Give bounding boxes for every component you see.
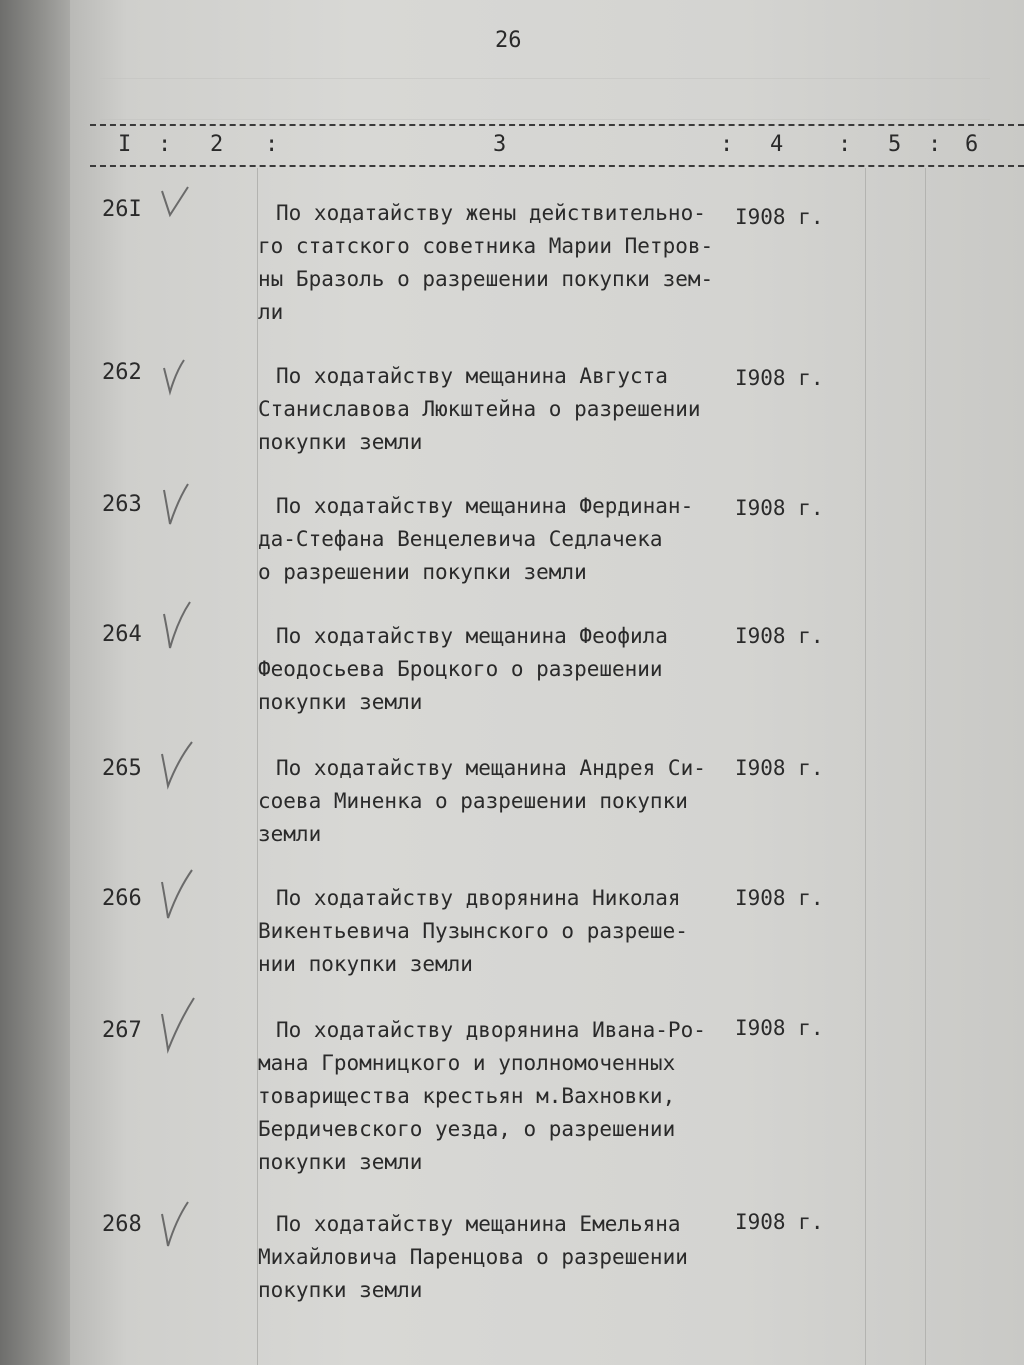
entry-number: 267: [102, 1018, 142, 1043]
entry-number: 262: [102, 360, 142, 385]
entry-line: да-Стефана Венцелевича Седлачека: [258, 527, 663, 551]
checkmark-icon: [158, 740, 198, 792]
entry-number: 263: [102, 492, 142, 517]
entry-description: [258, 752, 738, 851]
entry-number: 264: [102, 622, 142, 647]
entry-line: По ходатайству мещанина Фердинан-: [276, 494, 694, 518]
checkmark-icon: [158, 868, 198, 924]
faded-table-header: [100, 78, 990, 120]
checkmark-icon: [158, 996, 200, 1056]
entry-year: I908 г.: [735, 366, 824, 390]
column-separator: :: [158, 132, 172, 157]
header-rule-top: [90, 124, 1024, 126]
entry-line: мана Громницкого и уполномоченных: [258, 1051, 676, 1075]
entry-line: соева Миненка о разрешении покупки: [258, 789, 688, 813]
column-separator: :: [928, 132, 942, 157]
entry-number: 268: [102, 1212, 142, 1237]
entry-year: I908 г.: [735, 756, 824, 780]
checkmark-icon: [158, 482, 194, 530]
entry-line: Станиславова Люкштейна о разрешении: [258, 397, 701, 421]
entry-line: ли: [258, 300, 284, 324]
entry-number: 26I: [102, 197, 142, 222]
column-separator: :: [838, 132, 852, 157]
column-number-2: 2: [210, 132, 224, 157]
entry-year: I908 г.: [735, 1016, 824, 1040]
document-page: [70, 0, 1024, 1365]
entry-number: 266: [102, 886, 142, 911]
column-separator: :: [720, 132, 734, 157]
column-number-3: 3: [493, 132, 507, 157]
entry-line: нии покупки земли: [258, 952, 473, 976]
entry-description: [258, 1014, 738, 1179]
entry-year: I908 г.: [735, 205, 824, 229]
entry-line: Михайловича Паренцова о разрешении: [258, 1245, 688, 1269]
column-number-1: I: [118, 132, 132, 157]
entry-year: I908 г.: [735, 496, 824, 520]
checkmark-icon: [158, 1200, 194, 1252]
column-separator: :: [265, 132, 279, 157]
column-number-5: 5: [888, 132, 902, 157]
checkmark-icon: [158, 185, 194, 225]
entry-line: покупки земли: [258, 1278, 423, 1302]
entry-line: покупки земли: [258, 690, 423, 714]
entry-description: [258, 1208, 738, 1307]
entry-line: По ходатайству мещанина Андрея Си-: [276, 756, 706, 780]
entry-line: По ходатайству дворянина Николая: [276, 886, 681, 910]
entry-description: [258, 882, 738, 981]
entry-line: По ходатайству мещанина Августа: [276, 364, 668, 388]
entry-line: товарищества крестьян м.Вахновки,: [258, 1084, 676, 1108]
entry-description: [258, 490, 738, 589]
entry-line: По ходатайству мещанина Феофила: [276, 624, 668, 648]
entry-line: го статского советника Марии Петров-: [258, 234, 714, 258]
entry-year: I908 г.: [735, 624, 824, 648]
entry-line: земли: [258, 822, 322, 846]
header-rule-bottom: [90, 165, 1024, 167]
column-number-4: 4: [770, 132, 784, 157]
entry-line: о разрешении покупки земли: [258, 560, 587, 584]
entry-line: Викентьевича Пузынского о разреше-: [258, 919, 688, 943]
entry-line: Феодосьева Броцкого о разрешении: [258, 657, 663, 681]
entry-line: По ходатайству мещанина Емельяна: [276, 1212, 681, 1236]
column-number-6: 6: [965, 132, 979, 157]
entry-description: [258, 360, 738, 459]
column-line: [865, 168, 866, 1365]
entry-line: ны Бразоль о разрешении покупки зем-: [258, 267, 714, 291]
entry-year: I908 г.: [735, 886, 824, 910]
entry-description: [258, 197, 738, 329]
checkmark-icon: [158, 358, 194, 398]
entry-line: покупки земли: [258, 1150, 423, 1174]
entry-line: покупки земли: [258, 430, 423, 454]
checkmark-icon: [158, 600, 194, 652]
column-line: [925, 168, 926, 1365]
entry-line: По ходатайству жены действительно-: [276, 201, 706, 225]
entry-year: I908 г.: [735, 1210, 824, 1234]
entry-description: [258, 620, 738, 719]
entry-number: 265: [102, 756, 142, 781]
page-number: 26: [495, 28, 522, 53]
binding-spine: [0, 0, 70, 1365]
entry-line: Бердичевского уезда, о разрешении: [258, 1117, 676, 1141]
entry-line: По ходатайству дворянина Ивана-Ро-: [276, 1018, 706, 1042]
